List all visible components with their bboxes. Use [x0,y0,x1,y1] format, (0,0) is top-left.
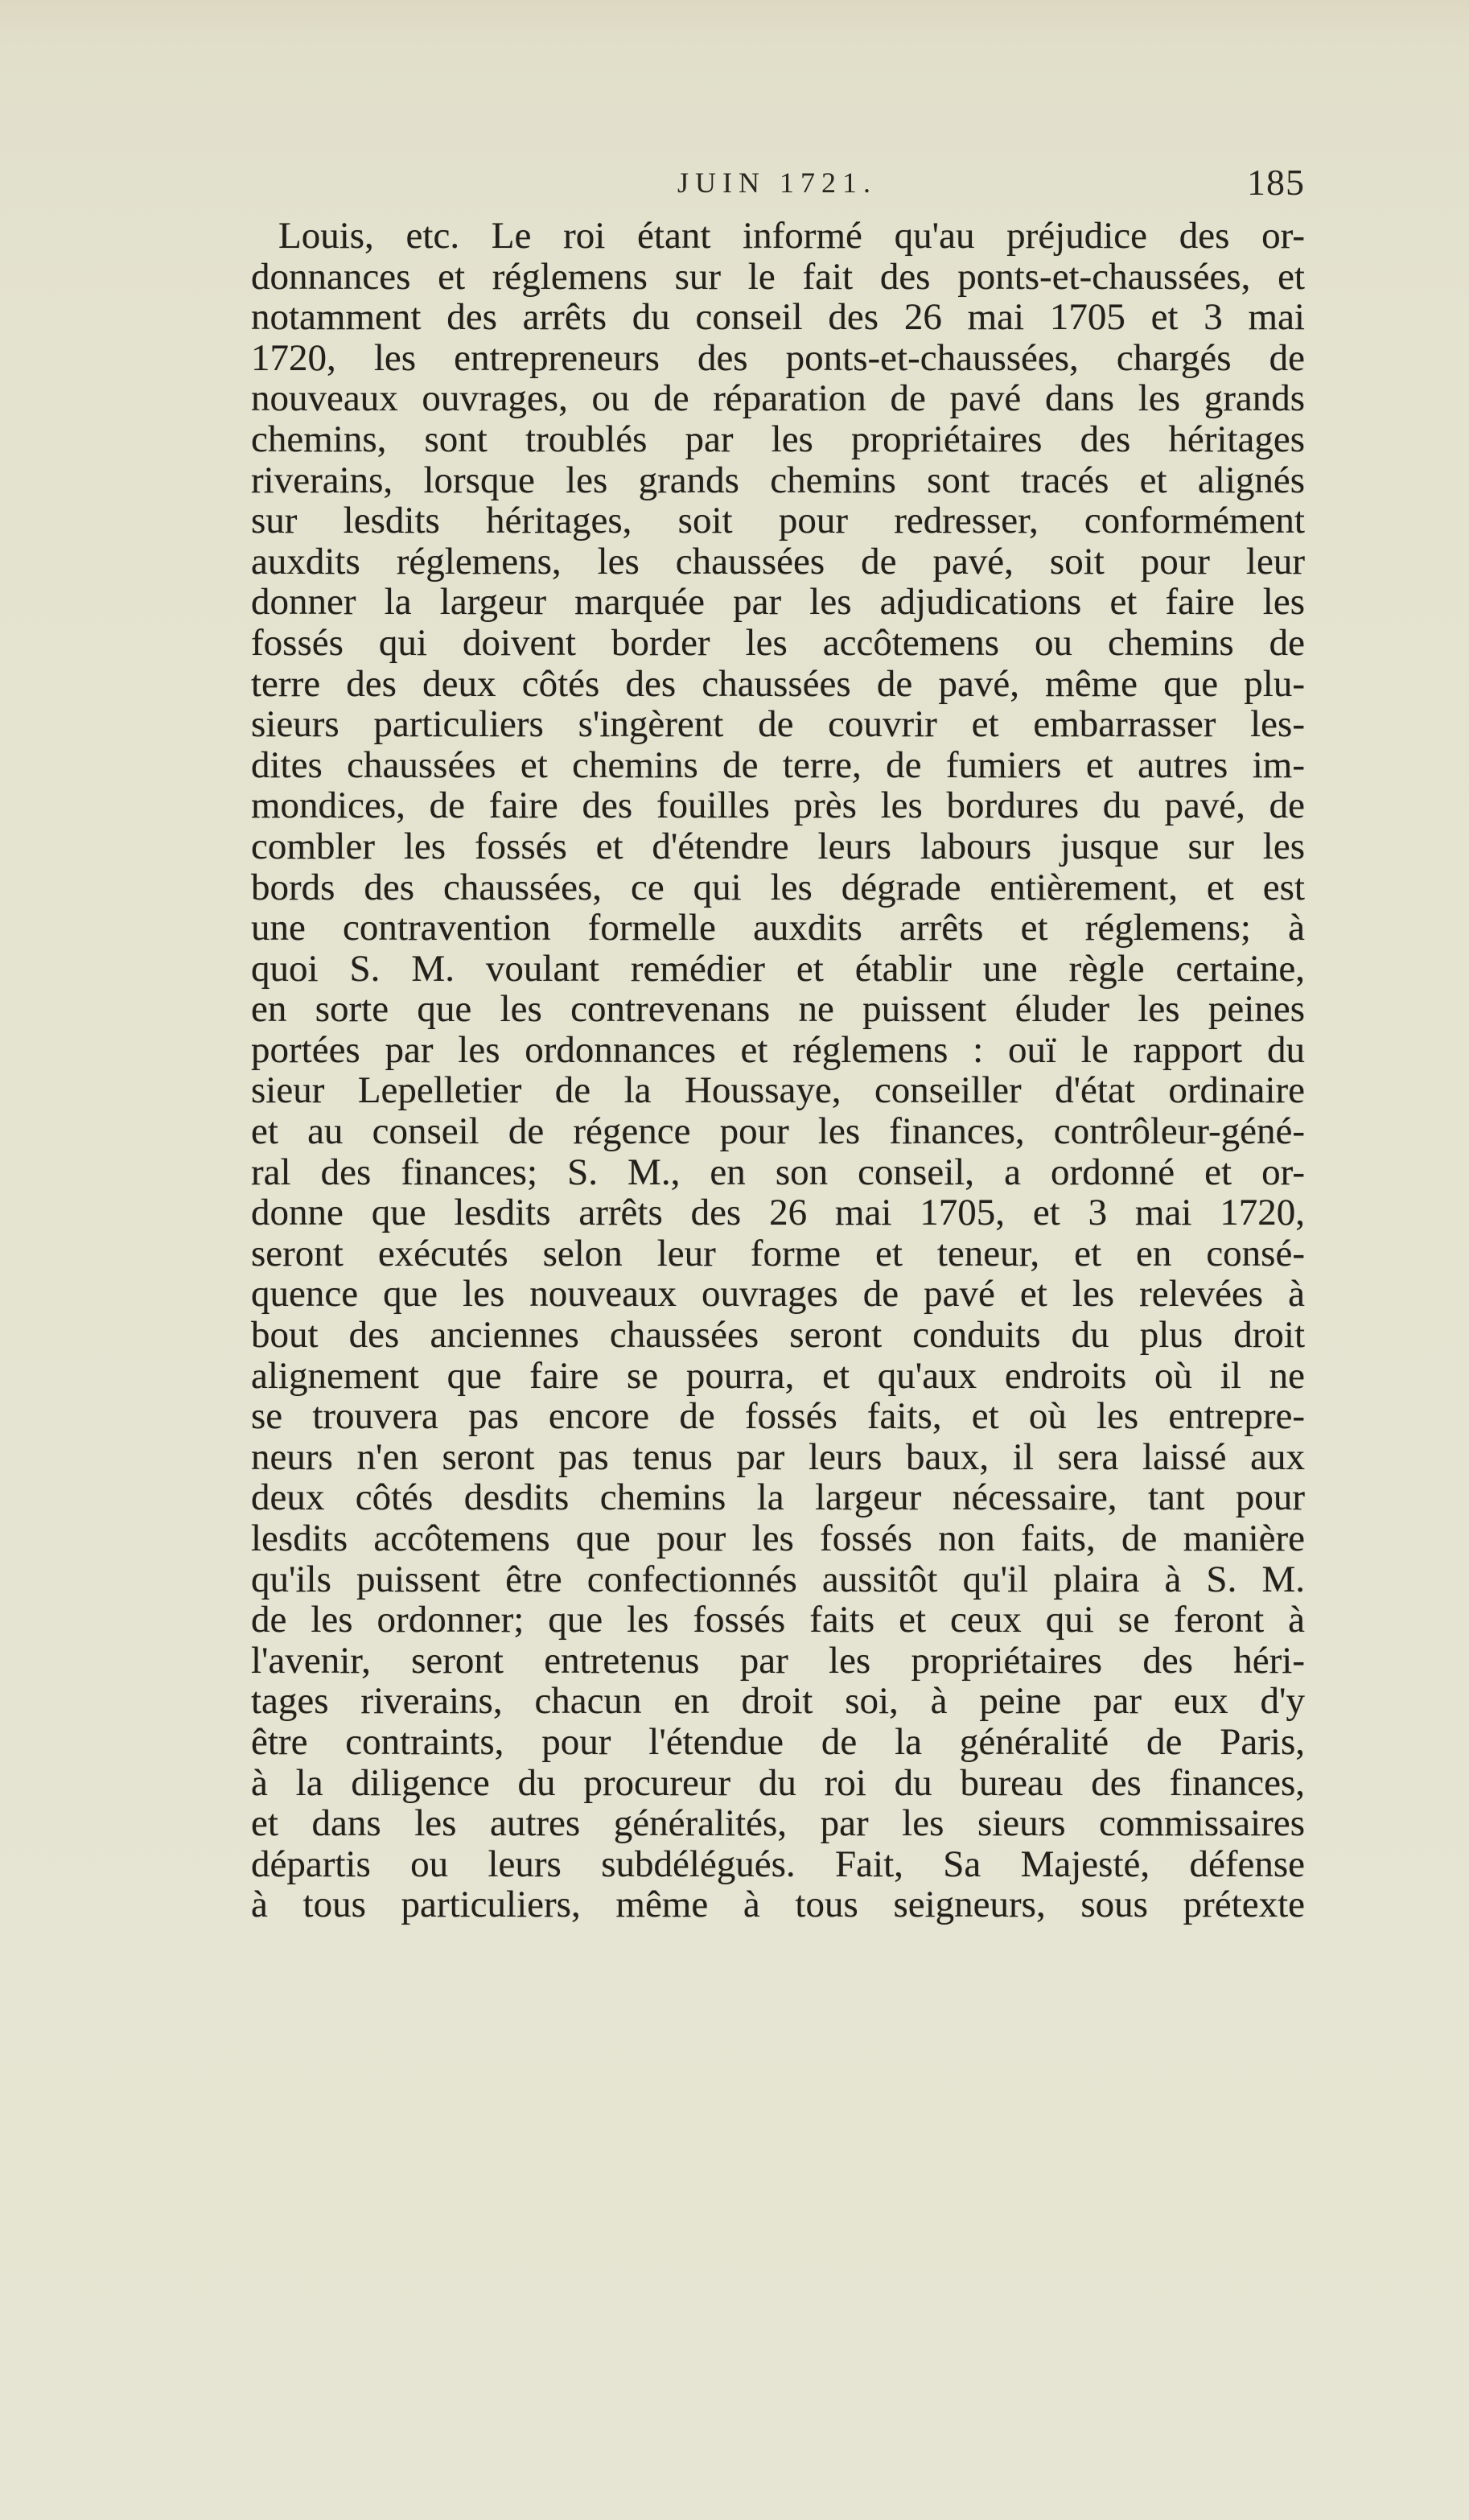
text-line: l'avenir, seront entretenus par les propriétaires des héri- [251,1639,1305,1682]
running-head-title: JUIN 1721. [677,167,877,199]
text-line: bout des anciennes chaussées seront conduits du plus droit [251,1314,1305,1357]
text-line: quence que les nouveaux ouvrages de pavé et les relevées à [251,1273,1305,1316]
page-number: 185 [1247,162,1305,203]
text-line: alignement que faire se pourra, et qu'aux endroits où il ne [251,1354,1305,1397]
text-line: sieurs particuliers s'ingèrent de couvrir et embarrasser les- [251,703,1305,746]
text-line: fossés qui doivent border les accôtemens ou chemins de [251,621,1305,664]
text-line: départis ou leurs subdélégués. Fait, Sa Majesté, défense [251,1843,1305,1885]
text-line: une contravention formelle auxdits arrêts et réglemens; à [251,907,1305,949]
text-line: notamment des arrêts du conseil des 26 mai 1705 et 3 mai [251,296,1305,339]
text-line: dites chaussées et chemins de terre, de fumiers et autres im- [251,743,1305,786]
text-line: combler les fossés et d'étendre leurs labours jusque sur les [251,825,1305,867]
text-line: quoi S. M. voulant remédier et établir une règle certaine, [251,947,1305,990]
body-text [251,216,1305,1925]
text-line: donner la largeur marquée par les adjudications et faire les [251,581,1305,624]
text-line: à la diligence du procureur du roi du bureau des finances, [251,1761,1305,1804]
text-line: terre des deux côtés des chaussées de pavé, même que plu- [251,662,1305,705]
text-line: sur lesdits héritages, soit pour redresser, conformément [251,500,1305,542]
text-line: sieur Lepelletier de la Houssaye, conseiller d'état ordinaire [251,1069,1305,1112]
text-line: chemins, sont troublés par les propriétaires des héritages [251,418,1305,460]
text-line: lesdits accôtemens que pour les fossés non faits, de manière [251,1517,1305,1559]
text-line: deux côtés desdits chemins la largeur nécessaire, tant pour [251,1476,1305,1519]
text-line: seront exécutés selon leur forme et teneur, et en consé- [251,1232,1305,1274]
text-line: 1720, les entrepreneurs des ponts-et-chaussées, chargés de [251,336,1305,379]
text-line: portées par les ordonnances et réglemens : ouï le rapport du [251,1028,1305,1071]
text-line: être contraints, pour l'étendue de la généralité de Paris, [251,1720,1305,1763]
text-line: donne que lesdits arrêts des 26 mai 1705, et 3 mai 1720, [251,1192,1305,1234]
text-line: mondices, de faire des fouilles près les bordures du pavé, de [251,784,1305,827]
text-line: se trouvera pas encore de fossés faits, et où les entrepre- [251,1395,1305,1438]
text-line: neurs n'en seront pas tenus par leurs baux, il sera laissé aux [251,1435,1305,1478]
text-line: en sorte que les contrevenans ne puissent éluder les peines [251,988,1305,1031]
text-line: tages riverains, chacun en droit soi, à peine par eux d'y [251,1680,1305,1723]
text-line: à tous particuliers, même à tous seigneurs, sous prétexte [251,1884,1305,1926]
text-line: donnances et réglemens sur le fait des ponts-et-chaussées, et [251,255,1305,298]
text-line: de les ordonner; que les fossés faits et ceux qui se feront à [251,1599,1305,1641]
text-line: et dans les autres généralités, par les sieurs commissaires [251,1802,1305,1845]
text-line: qu'ils puissent être confectionnés aussitôt qu'il plaira à S. M. [251,1558,1305,1600]
text-line: Louis, etc. Le roi étant informé qu'au préjudice des or- [278,215,1305,257]
text-line: et au conseil de régence pour les finances, contrôleur-géné- [251,1110,1305,1153]
text-line: bords des chaussées, ce qui les dégrade entièrement, et est [251,866,1305,908]
text-line: auxdits réglemens, les chaussées de pavé, soit pour leur [251,540,1305,583]
text-line: ral des finances; S. M., en son conseil, a ordonné et or- [251,1151,1305,1193]
text-line: riverains, lorsque les grands chemins sont tracés et alignés [251,459,1305,501]
text-line: nouveaux ouvrages, ou de réparation de pavé dans les grands [251,377,1305,420]
running-head [249,161,1305,209]
